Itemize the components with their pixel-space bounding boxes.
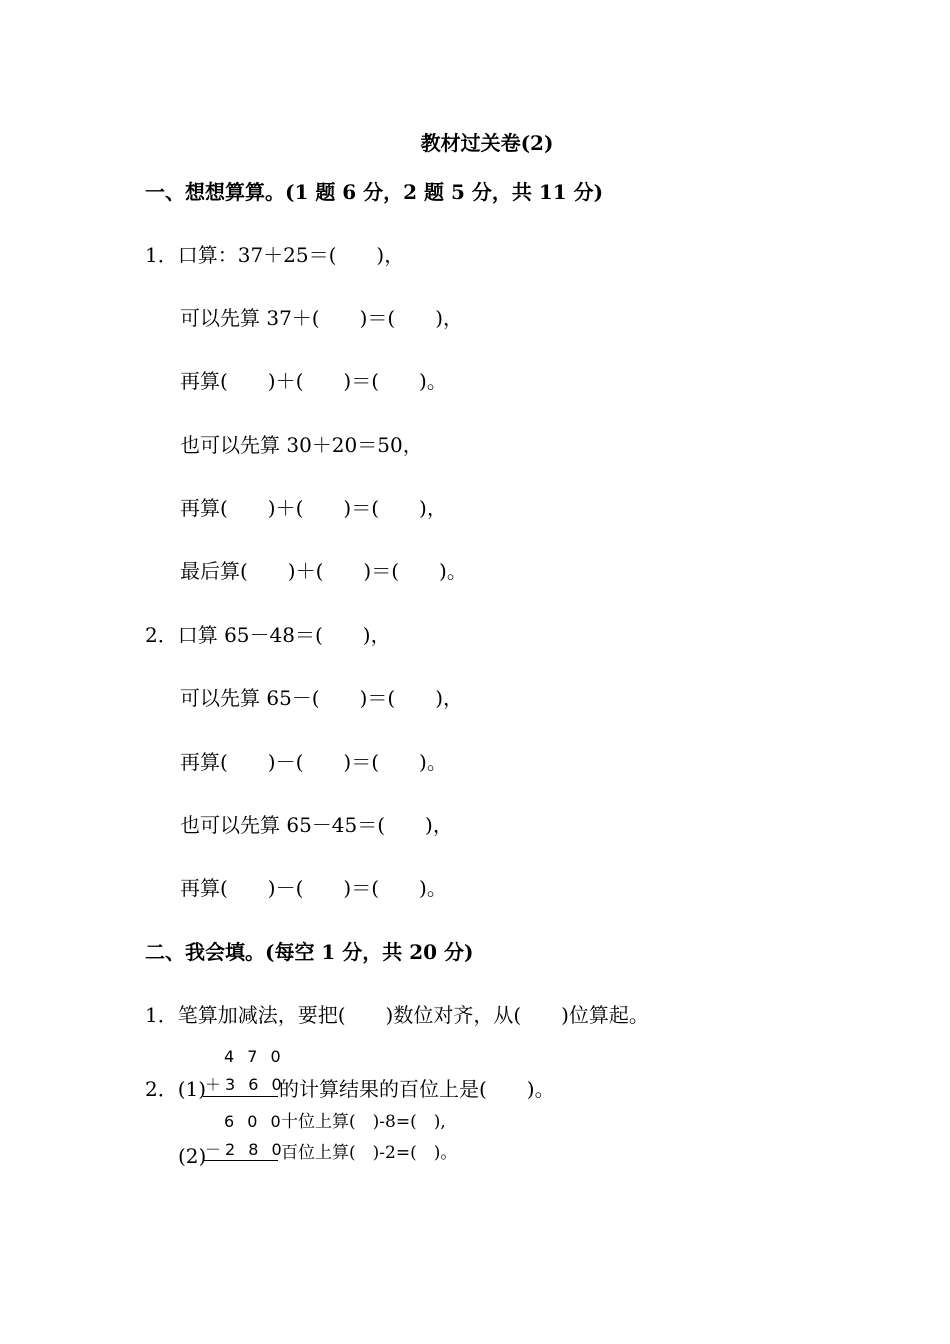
q2-line-4: 也可以先算 65－45＝( )， [180,813,453,837]
addition-question: 的计算结果的百位上是( )。 [279,1077,555,1101]
subtraction-bottom-number: －2 8 0 [205,1140,286,1159]
s2-q2-sub-label: (2) [178,1144,207,1168]
q1-line-5: 再算( )＋( )＝( )， [180,496,447,520]
s2-q1: 1．笔算加减法，要把( )数位对齐，从( )位算起。 [145,1003,649,1027]
s2-q2-label: 2．(1) [145,1077,207,1101]
q1-line-4: 也可以先算 30＋20＝50， [180,433,423,457]
section-2-heading: 二、我会填。(每空 1 分，共 20 分) [145,940,474,964]
section-1-heading: 一、想想算算。(1 题 6 分，2 题 5 分，共 11 分) [145,180,604,204]
q1-line-3: 再算( )＋( )＝( )。 [180,369,447,393]
tens-place-note: 十位上算( )-8=( ), [281,1112,446,1132]
addition-bottom-number: ＋3 6 0 [205,1075,286,1094]
q1-line-2: 可以先算 37＋( )＝( )， [180,306,464,330]
q2-line-5: 再算( )－( )＝( )。 [180,876,447,900]
q1-line-6: 最后算( )＋( )＝( )。 [180,559,467,583]
subtraction-rule [203,1160,278,1161]
q2-line-1: 2．口算 65－48＝( )， [145,623,391,647]
hundreds-place-note: 百位上算( )-2=( )。 [281,1143,458,1163]
subtraction-top-number: 6 0 0 [224,1112,285,1131]
addition-top-number: 4 7 0 [224,1047,285,1066]
q1-line-1: 1．口算：37＋25＝( )， [145,243,405,267]
q2-line-3: 再算( )－( )＝( )。 [180,750,447,774]
page-title: 教材过关卷(2) [420,131,554,155]
q2-line-2: 可以先算 65－( )＝( )， [180,686,464,710]
addition-rule [203,1096,278,1097]
